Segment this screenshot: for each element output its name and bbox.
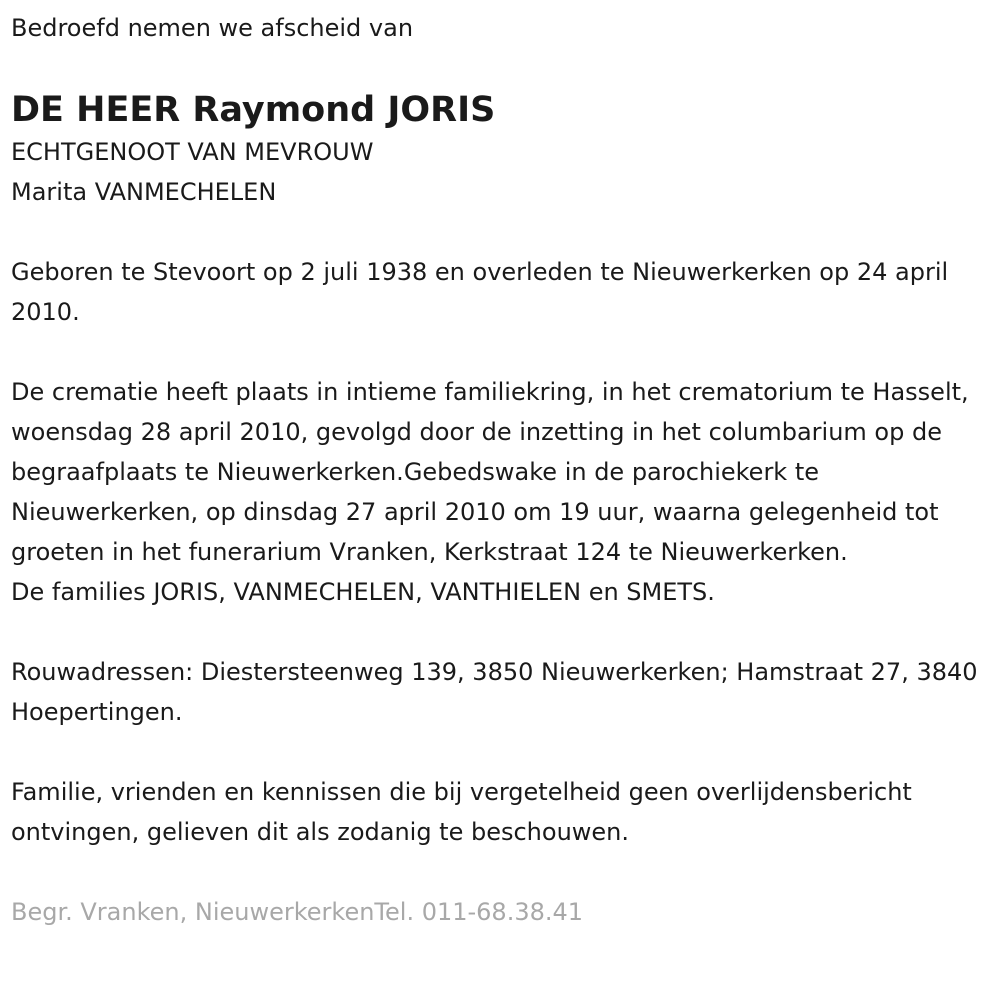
families-text: De families JORIS, VANMECHELEN, VANTHIELEN en SMETS. [11, 578, 715, 606]
spouse-name: Marita VANMECHELEN [11, 178, 277, 206]
notice-text: Familie, vrienden en kennissen die bij vergetelheid geen overlijdensbericht ontvingen, gelieven dit als zodanig te beschouwen. [11, 778, 912, 846]
birth-death-paragraph [11, 252, 988, 332]
deceased-block [11, 88, 988, 212]
intro-text: Bedroefd nemen we afscheid van [11, 14, 414, 42]
ceremony-text: De crematie heeft plaats in intieme familiekring, in het crematorium te Hasselt, woensdag 28 april 2010, gevolgd door de inzetting in het columbarium op de begraafplaats te Nieuwerkerken.Gebedswake in de parochiekerk te Nieuwerkerken, op dinsdag 27 april 2010 om 19 uur, waarna gelegenheid tot groeten in het funerarium Vranken, Kerkstraat 124 te Nieuwerkerken. [11, 378, 969, 566]
ceremony-paragraph [11, 372, 988, 612]
notice-paragraph [11, 772, 988, 852]
deceased-name: DE HEER Raymond JORIS [11, 90, 496, 130]
funeral-home-footer: Begr. Vranken, NieuwerkerkenTel. 011-68.38.41 [11, 898, 584, 926]
addresses-paragraph [11, 652, 988, 732]
birth-death-text: Geboren te Stevoort op 2 juli 1938 en overleden te Nieuwerkerken op 24 april 2010. [11, 258, 949, 326]
relation-text: ECHTGENOOT VAN MEVROUW [11, 138, 374, 166]
addresses-text: Rouwadressen: Diestersteenweg 139, 3850 Nieuwerkerken; Hamstraat 27, 3840 Hoepertingen. [11, 658, 978, 726]
